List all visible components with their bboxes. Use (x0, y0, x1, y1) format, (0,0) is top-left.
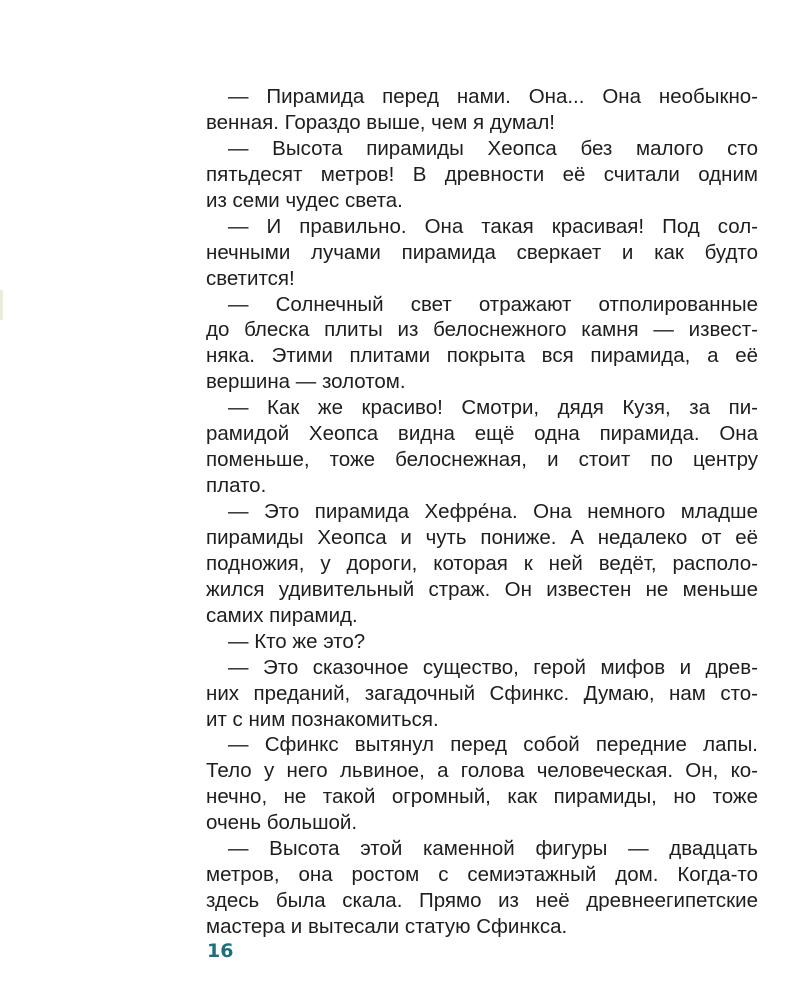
page-number: 16 (207, 940, 234, 962)
paragraph-line: здесь была скала. Прямо из неё древнеегипетские (206, 889, 758, 913)
paragraph-line: пирамиды Хеопса и чуть пониже. А недалеко от её (206, 525, 758, 549)
paragraph-line: — Высота этой каменной фигуры — двадцать (228, 837, 758, 861)
paragraph-line: Тело у него львиное, а голова человеческая. Он, ко- (206, 759, 758, 783)
paragraph-line: — Высота пирамиды Хеопса без малого сто (228, 136, 758, 160)
paragraph-line: рамидой Хеопса видна ещё одна пирамида. Она (206, 422, 758, 446)
paragraph-line: нечными лучами пирамида сверкает и как будто (206, 240, 758, 264)
paragraph-line: — Это сказочное существо, герой мифов и древ- (228, 655, 758, 679)
paragraph-line: из семи чудес света. (206, 188, 403, 212)
paragraph-line: — Сфинкс вытянул перед собой передние лапы. (228, 733, 758, 757)
paragraph-line: очень большой. (206, 811, 358, 835)
paragraph-line: самих пирамид. (206, 603, 358, 627)
paragraph-line: вершина — золотом. (206, 370, 406, 394)
paragraph-line: мастера и вытесали статую Сфинкса. (206, 915, 568, 938)
paragraph-line: — Солнечный свет отражают отполированные (228, 292, 758, 316)
paragraph-line: жился удивительный страж. Он известен не меньше (206, 577, 758, 601)
paragraph-line: — Как же красиво! Смотри, дядя Кузя, за пи- (228, 396, 758, 420)
paragraph-line: венная. Гораздо выше, чем я думал! (206, 110, 555, 134)
paragraph-line: них преданий, загадочный Сфинкс. Думаю, нам сто- (206, 681, 758, 705)
paragraph-line: подножия, у дороги, которая к ней ведёт, располо- (206, 551, 758, 575)
paragraph-line: поменьше, тоже белоснежная, и стоит по центру (206, 448, 758, 472)
paragraph-line: — Пирамида перед нами. Она... Она необыкно- (228, 85, 758, 108)
paragraph-line: — И правильно. Она такая красивая! Под сол- (228, 214, 758, 238)
paragraph-line: — Кто же это? (228, 629, 366, 653)
paragraph-line: — Это пирамида Хефре́на. Она немного младше (228, 500, 758, 523)
paragraph-line: нечно, не такой огромный, как пирамиды, но тоже (206, 785, 758, 809)
paragraph-line: плато. (206, 474, 267, 498)
paragraph-line: пятьдесят метров! В древности её считали одним (206, 162, 758, 186)
paragraph-line: метров, она ростом с семиэтажный дом. Когда-то (206, 863, 758, 887)
body-text (206, 84, 758, 940)
paragraph-line: ит с ним познакомиться. (206, 707, 439, 731)
scan-edge-mark (0, 290, 3, 320)
paragraph-line: светится! (206, 266, 295, 290)
paragraph-line: няка. Этими плитами покрыта вся пирамида, а её (206, 344, 758, 368)
paragraph-line: до блеска плиты из белоснежного камня — извест- (206, 318, 758, 342)
